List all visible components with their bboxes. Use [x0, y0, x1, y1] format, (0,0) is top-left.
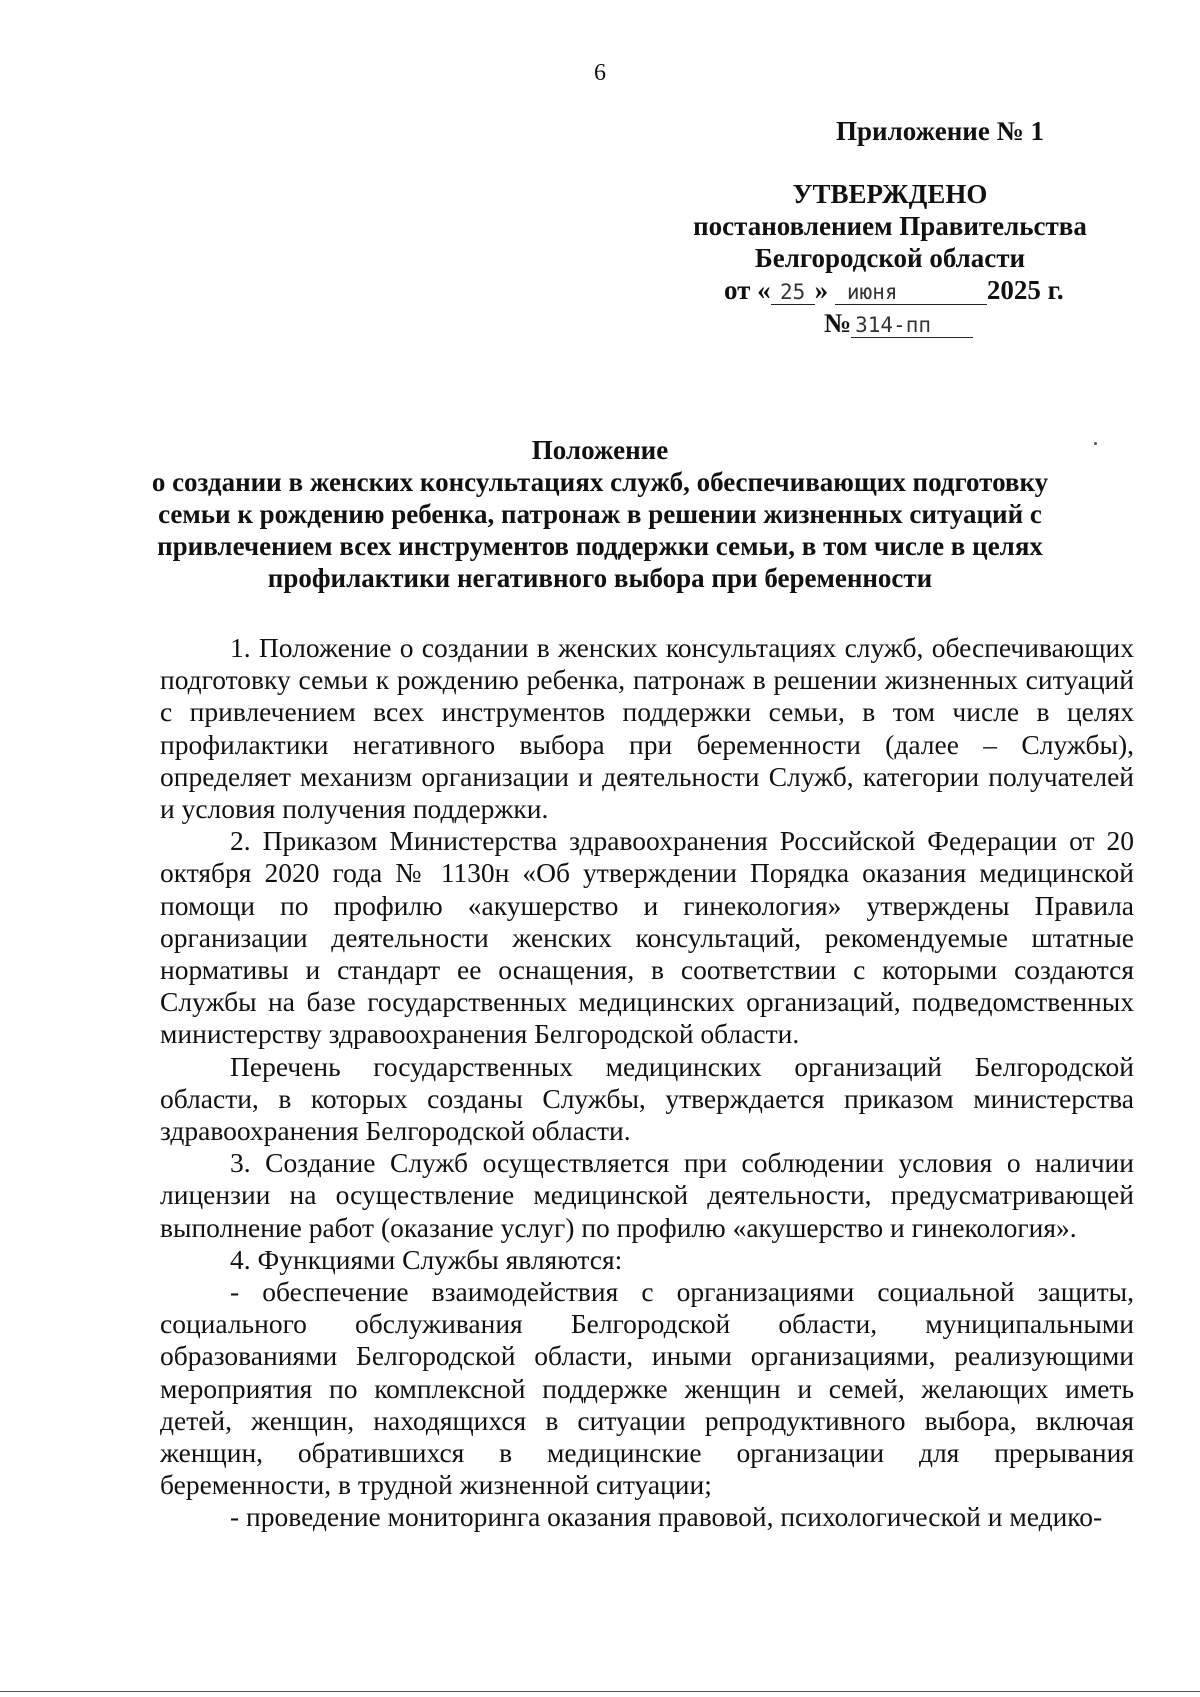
document-title: [140, 434, 1060, 594]
date-month-field: июня: [835, 280, 987, 305]
date-prefix: от «: [724, 275, 771, 305]
page-number: 6: [594, 60, 606, 86]
decree-line: постановлением Правительства: [693, 211, 1087, 241]
paragraph-2: 2. Приказом Министерства здравоохранения Российской Федерации от 20 октября 2020 года № 1130н «Об утверждении Порядка оказания медицинской помощи по профилю «акушерство и гинекология» утверждены Правила организации деятельности женских консультаций, рекомендуемые штатные нормативы и стандарт ее оснащения, в соответствии с которыми создаются Службы на базе государственных медицинских организаций, подведомственных министерству здравоохранения Белгородской области.: [160, 825, 1134, 1050]
function-item-2: - проведение мониторинга оказания правовой, психологической и медико-: [230, 1501, 1103, 1533]
title-subheading: о создании в женских консультациях служб, обеспечивающих подготовку семьи к рождению ребенка, патронаж в решении жизненных ситуаций с привлечением всех инструментов поддержки семьи, в том числе в целях профилактики негативного выбора при беременности: [151, 467, 1049, 593]
scan-dot: [1094, 442, 1097, 445]
appendix-label: Приложение № 1: [836, 116, 1044, 146]
function-item-1: - обеспечение взаимодействия с организациями социальной защиты, социального обслуживания Белгородской области, муниципальными образованиями Белгородской области, иными организациями, реализующими мероприятия по комплексной поддержке женщин и семей, желающих иметь детей, женщин, находящихся в ситуации репродуктивного выбора, включая женщин, обратившихся в медицинские организации для прерывания беременности, в трудной жизненной ситуации;: [160, 1276, 1134, 1501]
number-prefix: №: [824, 308, 852, 338]
paragraph-2-list: Перечень государственных медицинских организаций Белгородской области, в которых созданы Службы, утверждается приказом министерства здравоохранения Белгородской области.: [160, 1050, 1134, 1147]
approved-stamp-text: УТВЕРЖДЕНО: [792, 179, 988, 209]
date-mid: »: [814, 275, 829, 305]
paragraph-1: 1. Положение о создании в женских консультациях служб, обеспечивающих подготовку семьи к рождению ребенка, патронаж в решении жизненных ситуаций с привлечением всех инструментов поддержки семьи, в том числе в целях профилактики негативного выбора при беременности (далее – Службы), определяет механизм организации и деятельности Служб, категории получателей и условия получения поддержки.: [160, 632, 1134, 825]
footer-rule: [0, 1691, 1200, 1692]
decree-number-field: 314-пп: [851, 313, 973, 338]
date-day-field: 25: [771, 280, 815, 305]
document-body: [160, 632, 1134, 1534]
title-heading: Положение: [531, 435, 669, 465]
paragraph-3: 3. Создание Служб осуществляется при соблюдении условия о наличии лицензии на осуществление медицинской деятельности, предусматривающей выполнение работ (оказание услуг) по профилю «акушерство и гинекология».: [160, 1147, 1134, 1243]
paragraph-4: 4. Функциями Службы являются:: [230, 1243, 623, 1275]
decree-date-line: [724, 273, 1144, 307]
date-year: 2025 г.: [986, 275, 1064, 305]
decree-number-line: [824, 306, 1124, 340]
region-line: Белгородской области: [754, 243, 1026, 273]
